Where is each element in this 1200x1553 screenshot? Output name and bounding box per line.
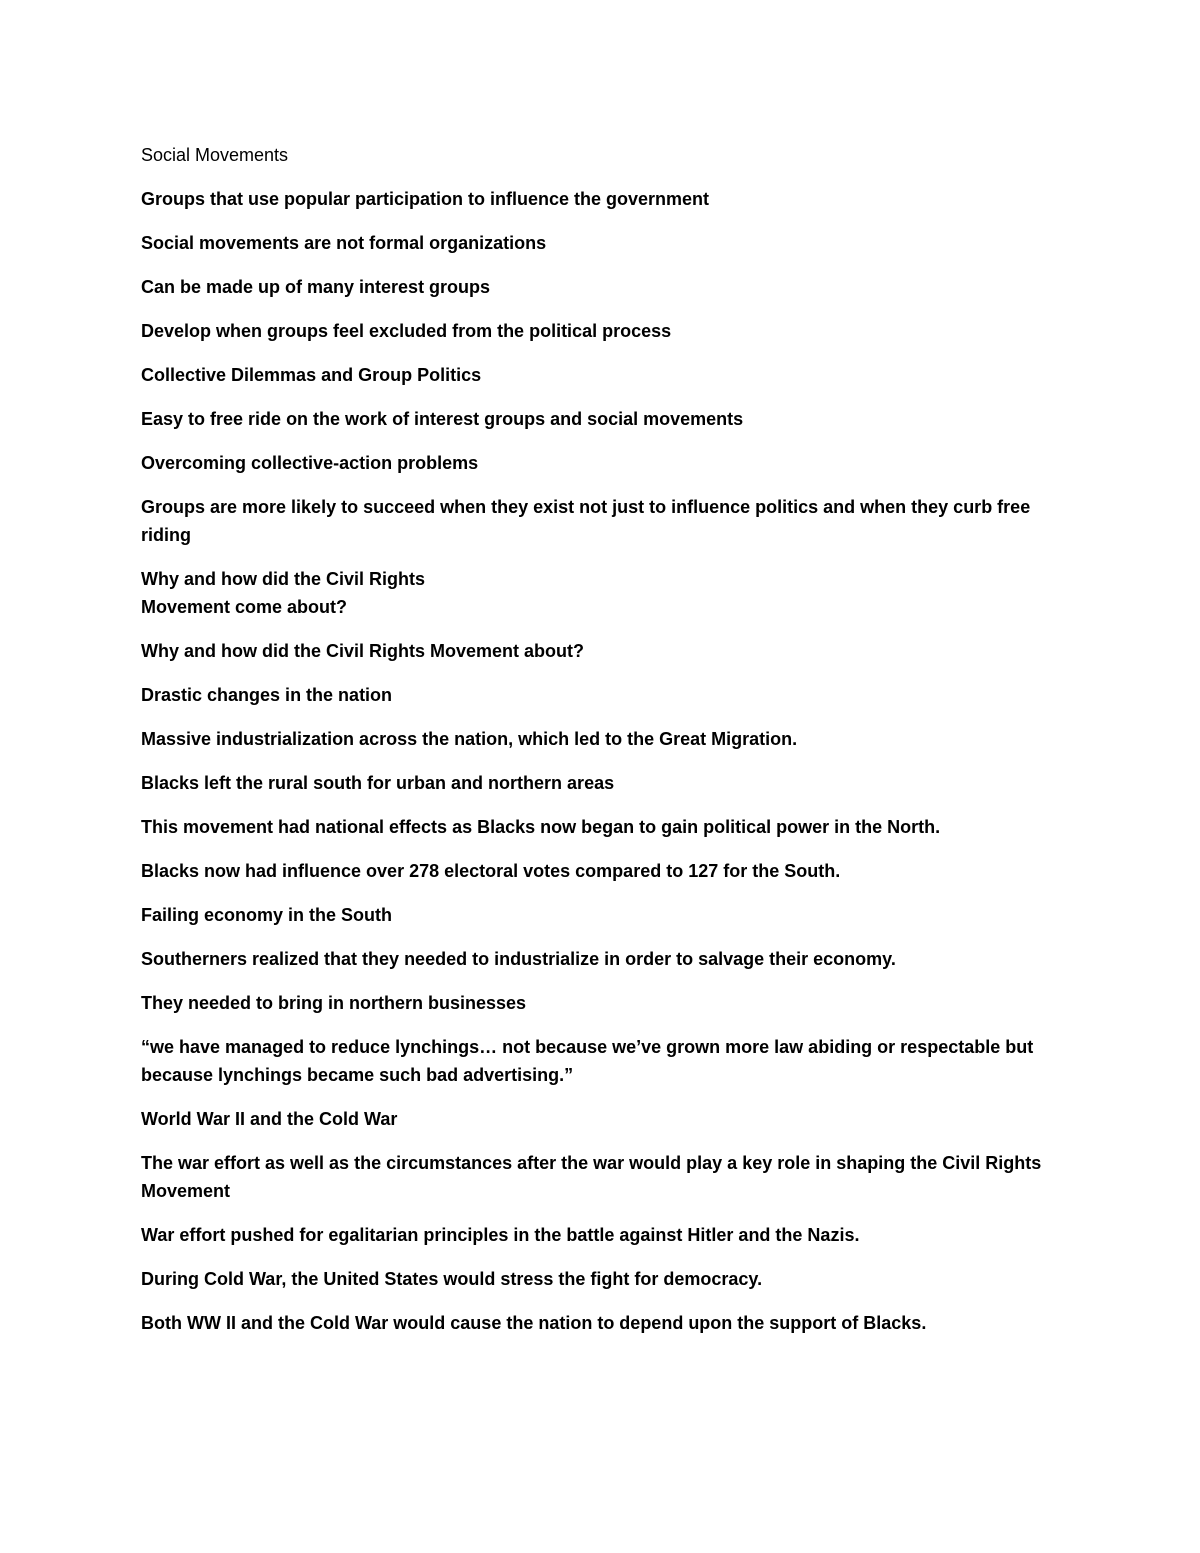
paragraph: Blacks now had influence over 278 electoral votes compared to 127 for the South.	[141, 861, 841, 881]
quote-paragraph: “we have managed to reduce lynchings… not because we’ve grown more law abiding or respectable but because lynchings became such bad advertising.”	[141, 1037, 1034, 1085]
paragraph: Both WW II and the Cold War would cause the nation to depend upon the support of Blacks.	[141, 1313, 927, 1333]
paragraph: Massive industrialization across the nation, which led to the Great Migration.	[141, 729, 798, 749]
paragraph: Blacks left the rural south for urban and northern areas	[141, 773, 615, 793]
paragraph: War effort pushed for egalitarian principles in the battle against Hitler and the Nazis.	[141, 1225, 860, 1245]
paragraph: Develop when groups feel excluded from the political process	[141, 321, 672, 341]
paragraph: Southerners realized that they needed to industrialize in order to salvage their economy.	[141, 949, 896, 969]
section-heading: World War II and the Cold War	[141, 1109, 398, 1129]
paragraph: Can be made up of many interest groups	[141, 277, 491, 297]
document-title: Social Movements	[141, 145, 289, 165]
heading-line-2: Movement come about?	[141, 597, 348, 617]
paragraph: Social movements are not formal organizations	[141, 233, 547, 253]
paragraph: Groups that use popular participation to influence the government	[141, 189, 710, 209]
section-heading: Drastic changes in the nation	[141, 685, 393, 705]
paragraph: This movement had national effects as Blacks now began to gain political power in the North.	[141, 817, 941, 837]
paragraph: They needed to bring in northern businesses	[141, 993, 527, 1013]
section-heading: Collective Dilemmas and Group Politics	[141, 365, 482, 385]
paragraph: The war effort as well as the circumstances after the war would play a key role in shaping the Civil Rights Movement	[141, 1153, 1042, 1201]
section-heading: Failing economy in the South	[141, 905, 393, 925]
paragraph: Easy to free ride on the work of interest groups and social movements	[141, 409, 744, 429]
paragraph: During Cold War, the United States would stress the fight for democracy.	[141, 1269, 763, 1289]
section-heading: Why and how did the Civil Rights Movement about?	[141, 641, 584, 661]
section-heading: Overcoming collective-action problems	[141, 453, 479, 473]
paragraph: Groups are more likely to succeed when they exist not just to influence politics and when they curb free riding	[141, 497, 1031, 545]
heading-line-1: Why and how did the Civil Rights	[141, 569, 425, 589]
two-line-heading	[141, 565, 1046, 621]
document-body	[141, 141, 1046, 1353]
